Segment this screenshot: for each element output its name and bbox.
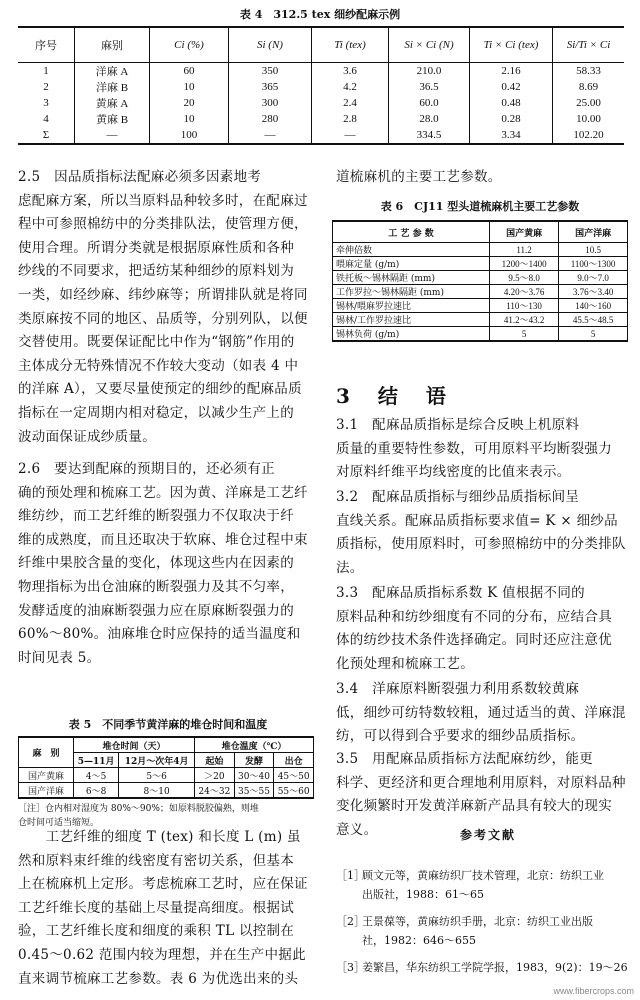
table4-cell: 210.0 <box>389 63 470 80</box>
table4-cell: 洋麻 B <box>75 79 150 95</box>
table5-cell: 24～32 <box>195 783 235 799</box>
text-line: 2.5 因品质指标法配麻必须多因素地考 <box>18 169 262 185</box>
reference-item <box>336 912 628 952</box>
table6-cell: 4.20～3.76 <box>490 285 559 299</box>
reference-line: 出版社，1988：61～65 <box>362 888 484 901</box>
reference-line: 姜繁昌，华东纺织工学院学报，1983，9(2)：19～26 <box>362 961 628 974</box>
table5-cell: 45～50 <box>274 768 314 783</box>
text-line: 上在梳麻机上定形。考虑梳麻工艺时，应在保证 <box>18 876 308 893</box>
reference-item <box>336 958 628 980</box>
table5-subheader: 12月～次年4月 <box>119 753 195 768</box>
table5-cell: 35～55 <box>234 783 274 799</box>
paragraph-fiber <box>18 826 318 991</box>
table4-cell: 2.4 <box>312 95 389 111</box>
reference-number: ［2］ <box>336 915 365 928</box>
note-line: 仓时间可适当缩短。 <box>18 818 100 828</box>
text-line: 法。 <box>336 559 364 576</box>
table-row <box>333 299 628 313</box>
text-line: 纤维中果胶含量的变化，体现这些内在因素的 <box>18 555 294 572</box>
table6-cell: 10.5 <box>559 243 628 257</box>
reference-number: ［1］ <box>336 869 365 882</box>
table5-cell: 国产洋麻 <box>19 783 74 799</box>
table4-cell: 4.2 <box>312 79 389 95</box>
section-title-conclusions: 3 结 语 <box>336 384 450 408</box>
table4-cell: 20 <box>150 95 229 111</box>
table6-cell: 9.5～8.0 <box>490 271 559 285</box>
table4-cell: 洋麻 A <box>75 63 150 80</box>
table6-cell: 9.0～7.0 <box>559 271 628 285</box>
table4-header: Si (N) <box>229 27 312 63</box>
table4-cell: 350 <box>229 63 312 80</box>
text-line: 发酵适度的油麻断裂强力应在原麻断裂强力的 <box>18 602 294 619</box>
text-line: 虑配麻方案，所以当原料品种较多时，在配麻过 <box>18 192 308 209</box>
table5-cell: 国产黄麻 <box>19 768 74 783</box>
table-row <box>333 285 628 299</box>
text-line: 3.3 配麻品质指标系数 K 值根据不同的 <box>336 585 585 601</box>
table-row <box>333 257 628 271</box>
text-line: 直来调节梳麻工艺参数。表 6 为优选出来的头 <box>18 970 299 987</box>
text-line: 科学、更经济和更合理地利用原料，对原料品种 <box>336 774 626 791</box>
references-title: 参考文献 <box>460 828 517 842</box>
text-line: 低，细纱可纺特数较粗，通过适当的黄、洋麻混 <box>336 704 626 721</box>
text-line: 3.4 洋麻原料断裂强力利用系数较黄麻 <box>336 681 580 697</box>
table-row <box>333 271 628 285</box>
table4-caption: 表 4 312.5 tex 细纱配麻示例 <box>239 8 401 21</box>
text-line: 验，工艺纤维长度和细度的乘积 TL 以控制在 <box>18 923 295 940</box>
table6-header: 国产黄麻 <box>490 221 559 243</box>
text-line: 程中可参照棉纺中的分类排队法，使管理方便， <box>18 216 308 233</box>
table6-cell: 3.76～3.40 <box>559 285 628 299</box>
table5-cell: 30～40 <box>234 768 274 783</box>
table5-group-header: 堆仓时间（天） <box>74 737 195 753</box>
table5-subheader: 出仓 <box>274 753 314 768</box>
table4-cell: Σ <box>18 127 75 144</box>
table4-cell: 0.42 <box>470 79 553 95</box>
table5-cell: 4～5 <box>74 768 119 783</box>
conclusion-3-2 <box>336 486 628 580</box>
text-line: 工艺纤维长度的基础上尽量提高细度。根据试 <box>18 899 294 916</box>
text-line: 指标在一定周期内相对稳定，以减少生产上的 <box>18 404 294 421</box>
table6-cell: 41.2～43.2 <box>490 313 559 327</box>
text-line: 维的成熟度，而且还取决于软麻、堆仓过程中束 <box>18 531 308 548</box>
table4 <box>18 26 624 145</box>
text-line: 然和原料束纤维的线密度有密切关系，但基本 <box>18 852 294 869</box>
table6 <box>332 220 628 342</box>
text-line: 3.5 用配麻品质指标方法配麻纺纱，能更 <box>336 751 593 767</box>
table-row <box>333 243 628 257</box>
table-row <box>18 127 624 144</box>
text-line: 工艺纤维的细度 T (tex) 和长度 L (m) 虽 <box>18 829 301 845</box>
table4-cell: 10 <box>150 79 229 95</box>
text-line: 交替使用。既要保证配比中作为“钢筋”作用的 <box>18 334 295 351</box>
text-line: 确的预处理和梳麻工艺。因为黄、洋麻是工艺纤 <box>18 484 308 501</box>
text-line: 质指标，使用原料时，可参照棉纺中的分类排队 <box>336 536 626 553</box>
table4-header: 麻别 <box>75 27 150 63</box>
text-line: 纺，可以得到合乎要求的细纱品质指标。 <box>336 728 585 745</box>
text-line: 直线关系。配麻品质指标要求值= K × 细纱品 <box>336 512 618 529</box>
table4-cell: 4 <box>43 113 49 125</box>
table5-cell: 6～8 <box>74 783 119 799</box>
table-row <box>19 783 314 799</box>
conclusion-3-1 <box>336 414 628 485</box>
table4-cell: 10.00 <box>553 111 625 127</box>
table5-caption: 表 5 不同季节黄洋麻的堆仓时间和温度 <box>68 718 268 731</box>
table6-cell: 5 <box>490 327 559 342</box>
table-row <box>333 327 628 342</box>
table5-row-header: 麻 别 <box>19 737 74 768</box>
table5-subheader: 发酵 <box>234 753 274 768</box>
table6-cell: 110～130 <box>490 299 559 313</box>
conclusion-3-3 <box>336 582 628 676</box>
table-row <box>19 768 314 783</box>
text-line: 纱线的不同要求，把适纺某种细纱的原料划为 <box>18 263 294 280</box>
table5 <box>18 736 314 799</box>
table4-cell: 8.69 <box>553 79 625 95</box>
table6-cell: 1100～1300 <box>559 257 628 271</box>
note-line: ［注］仓内相对湿度为 80%～90%；如原料脱胶偏熟，则堆 <box>18 804 259 814</box>
text-line: 变化频繁时开发黄洋麻新产品具有较大的现实 <box>336 798 612 815</box>
table4-cell: — <box>229 127 312 144</box>
table4-cell: 10 <box>150 111 229 127</box>
paragraph-2-6 <box>18 458 318 670</box>
watermark: www.fibercrops.com <box>553 986 634 996</box>
table-row <box>18 95 624 111</box>
text-line: 原料品种和纺纱细度有不同的分布，应结合具 <box>336 608 612 625</box>
table4-cell: 1 <box>43 65 49 77</box>
text-line: 化预处理和梳麻工艺。 <box>336 655 474 672</box>
table4-header: 序号 <box>18 27 75 63</box>
table6-cell: 工作罗拉～锡林隔距 (mm) <box>333 285 490 299</box>
table5-cell: ＞20 <box>195 768 235 783</box>
table6-cell: 牵伸倍数 <box>333 243 490 257</box>
reference-item <box>336 866 628 906</box>
reference-line: 王景葆等，黄麻纺织手册，北京：纺织工业出版 <box>362 915 593 928</box>
table4-cell: 60.0 <box>389 95 470 111</box>
table4-cell: 0.28 <box>470 111 553 127</box>
table6-cell: 140～160 <box>559 299 628 313</box>
table6-cell: 锡林负荷 (g/m) <box>333 327 490 342</box>
table4-cell: 3.6 <box>312 63 389 80</box>
text-line: 类原麻按不同的地区、品质等，分别列队，以便 <box>18 310 308 327</box>
table4-cell: 3 <box>43 97 49 109</box>
text-line: 波动面保证成纱质量。 <box>18 428 156 445</box>
table4-cell: 3.34 <box>470 127 553 144</box>
table6-cell: 锡林/喂麻罗拉速比 <box>333 299 490 313</box>
text-line: 维纺纱，而工艺纤维的断裂强力不仅取决于纤 <box>18 508 294 525</box>
table4-cell: 365 <box>229 79 312 95</box>
reference-line: 顾文元等，黄麻纺织厂技术管理，北京：纺织工业 <box>362 869 604 882</box>
table4-header: Si × Ci (N) <box>389 27 470 63</box>
table4-cell: 黄麻 B <box>75 111 150 127</box>
table5-cell: 5～6 <box>119 768 195 783</box>
table6-cell: 喂麻定量 (g/m) <box>333 257 490 271</box>
table6-cell: 铁托板～锡林隔距 (mm) <box>333 271 490 285</box>
table4-cell: 280 <box>229 111 312 127</box>
table-row <box>18 111 624 127</box>
table4-cell: 2.8 <box>312 111 389 127</box>
table5-group-header: 堆仓温度（℃） <box>195 737 314 753</box>
paragraph-2-5 <box>18 166 318 449</box>
table-row <box>18 79 624 95</box>
table4-cell: 2 <box>43 81 49 93</box>
table6-cell: 锡林/工作罗拉速比 <box>333 313 490 327</box>
text-line: 一类，如经纱麻、纬纱麻等；所谓排队就是将同 <box>18 286 308 303</box>
table4-cell: 36.5 <box>389 79 470 95</box>
text-line: 主体成分无特殊情况不作较大变动（如表 4 中 <box>18 357 299 374</box>
text-line: 物理指标为出仓油麻的断裂强力及其不匀率， <box>18 578 294 595</box>
text-line: 体的纺纱技术条件选择确定。同时还应注意优 <box>336 632 612 649</box>
table-row <box>18 63 624 80</box>
table5-cell: 8～10 <box>119 783 195 799</box>
table4-cell: 60 <box>150 63 229 80</box>
text-line: 质量的重要特性参数，可用原料平均断裂强力 <box>336 440 612 457</box>
text-line: 使用合理。所谓分类就是根据原麻性质和各种 <box>18 239 294 256</box>
table4-cell: 2.16 <box>470 63 553 80</box>
conclusion-3-4 <box>336 678 628 749</box>
table4-cell: 300 <box>229 95 312 111</box>
table4-cell: 102.20 <box>553 127 625 144</box>
table4-cell: — <box>312 127 389 144</box>
table4-header: Ci (%) <box>150 27 229 63</box>
table6-cell: 5 <box>559 327 628 342</box>
table4-header: Ti × Ci (tex) <box>470 27 553 63</box>
table6-cell: 45.5～48.5 <box>559 313 628 327</box>
table6-header: 工 艺 参 数 <box>333 221 490 243</box>
text-line: 3.2 配麻品质指标与细纱品质指标间呈 <box>336 489 580 505</box>
table-row <box>333 313 628 327</box>
text-line: 道梳麻机的主要工艺参数。 <box>336 169 502 185</box>
table4-cell: 28.0 <box>389 111 470 127</box>
intro-line <box>336 166 626 190</box>
table6-cell: 1200～1400 <box>490 257 559 271</box>
table5-cell: 55～60 <box>274 783 314 799</box>
reference-number: ［3］ <box>336 961 365 974</box>
table4-cell: — <box>75 127 150 144</box>
text-line: 意义。 <box>336 821 378 838</box>
table4-cell: 100 <box>150 127 229 144</box>
table4-cell: 334.5 <box>389 127 470 144</box>
table4-cell: 黄麻 A <box>75 95 150 111</box>
text-line: 3.1 配麻品质指标是综合反映上机原料 <box>336 417 580 433</box>
reference-line: 社，1982：646～655 <box>362 934 476 947</box>
text-line: 60%～80%。油麻堆仓时应保持的适当温度和 <box>18 626 301 643</box>
table4-header: Si/Ti × Ci <box>553 27 625 63</box>
table4-cell: 25.00 <box>553 95 625 111</box>
table6-caption: 表 6 CJ11 型头道梳麻机主要工艺参数 <box>380 200 580 213</box>
table5-subheader: 5—11月 <box>74 753 119 768</box>
table4-header: Ti (tex) <box>312 27 389 63</box>
text-line: 对原料纤维平均线密度的比值来表示。 <box>336 464 571 481</box>
text-line: 时间见表 5。 <box>18 649 101 666</box>
text-line: 0.45～0.62 范围内较为理想，并在生产中据此 <box>18 946 306 963</box>
table5-subheader: 起始 <box>195 753 235 768</box>
table6-header: 国产洋麻 <box>559 221 628 243</box>
table4-cell: 58.33 <box>553 63 625 80</box>
table6-cell: 11.2 <box>490 243 559 257</box>
text-line: 的洋麻 A），又要尽量使预定的细纱的配麻品质 <box>18 381 302 398</box>
table4-cell: 0.48 <box>470 95 553 111</box>
text-line: 2.6 要达到配麻的预期目的，还必须有正 <box>18 461 275 477</box>
